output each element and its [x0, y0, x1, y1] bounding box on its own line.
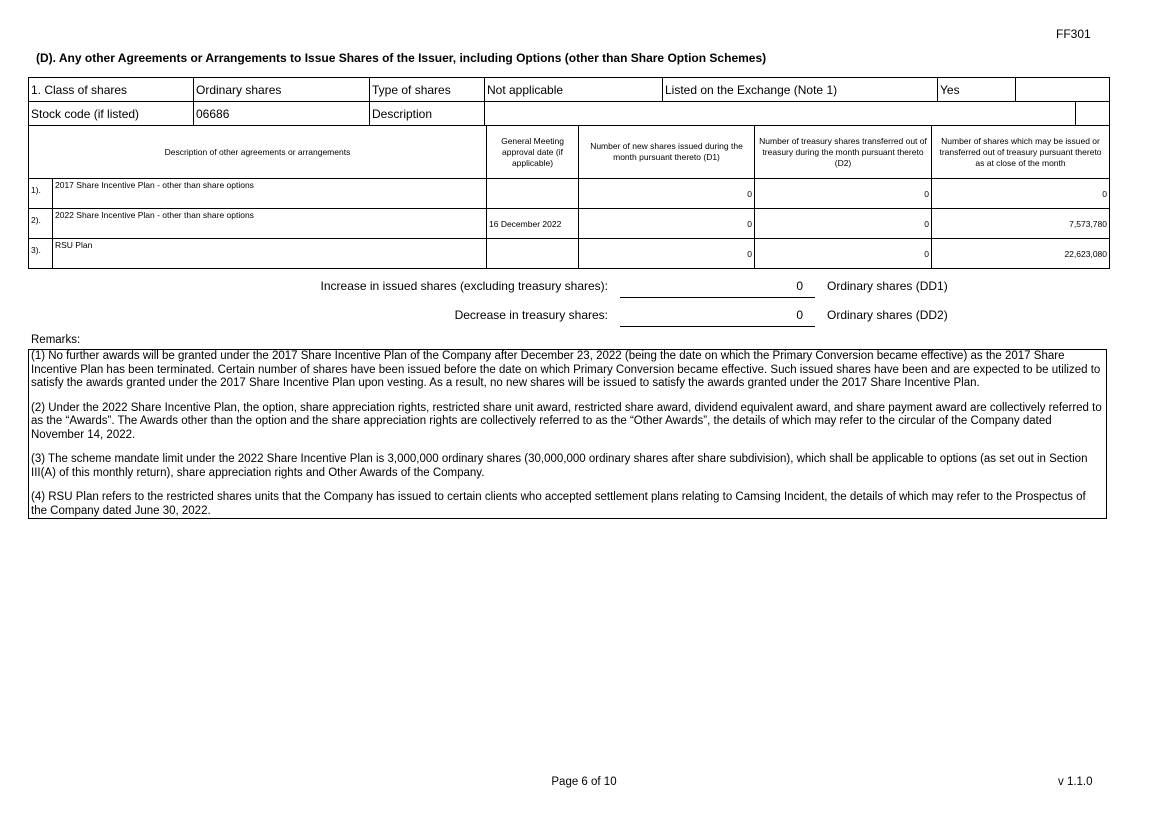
row-may-be-issued: 22,623,080 [932, 239, 1110, 269]
remark-item: (4) RSU Plan refers to the restricted shares units that the Company has issued to certain clients who accepted settlement plans relating to Camsing Incident, the details of which may refer to the Prospectus of the Company dated June 30, 2022. [31, 491, 1086, 517]
row-number: 1). [29, 179, 53, 209]
row-treasury-transferred: 0 [755, 209, 932, 239]
row-description: 2017 Share Incentive Plan - other than share options [53, 179, 487, 209]
row-treasury-transferred: 0 [755, 239, 932, 269]
page-number: Page 6 of 10 [551, 776, 617, 788]
listed-value: Yes [938, 78, 1016, 102]
stock-code-value: 06686 [194, 102, 370, 126]
row-treasury-transferred: 0 [755, 179, 932, 209]
arrangements-table [28, 125, 1110, 269]
listed-extra-cell [1016, 78, 1110, 102]
row-approval-date: 16 December 2022 [487, 209, 579, 239]
stock-code-label: Stock code (if listed) [29, 102, 194, 126]
remarks-box [28, 349, 1107, 519]
remark-item: (2) Under the 2022 Share Incentive Plan, the option, share appreciation rights, restricted share unit award, restricted share award, dividend equivalent award, and share payment award are collectively referred to as the “Awards”. The Awards other than the option and the share appreciation rights are collectively referred to as the “Other Awards”, the details of which may refer to the circular of the Company dated November 14, 2022. [31, 401, 1102, 441]
table-row [29, 239, 1110, 269]
class-of-shares-value: Ordinary shares [194, 78, 370, 102]
type-of-shares-value: Not applicable [485, 78, 663, 102]
remark-item: (3) The scheme mandate limit under the 2022 Share Incentive Plan is 3,000,000 ordinary shares (30,000,000 ordinary shares after share subdivision), which shall be applicable to options (as set out in Section III(A) of this monthly return), share appreciation rights and Other Awards of the Company. [31, 453, 1088, 479]
row-may-be-issued: 7,573,780 [932, 209, 1110, 239]
increase-unit: Ordinary shares (DD1) [827, 279, 948, 293]
description-value [485, 102, 1076, 126]
increase-label: Increase in issued shares (excluding treasury shares): [320, 279, 608, 293]
type-of-shares-label: Type of shares [370, 78, 485, 102]
listed-label: Listed on the Exchange (Note 1) [663, 78, 938, 102]
decrease-underline [620, 326, 815, 327]
header-treasury-transferred: Number of treasury shares transferred out of treasury during the month pursuant thereto (D2) [755, 126, 932, 179]
row-number: 2). [29, 209, 53, 239]
increase-underline [620, 297, 815, 298]
row-approval-date [487, 179, 579, 209]
row-approval-date [487, 239, 579, 269]
row-description: RSU Plan [53, 239, 487, 269]
description-label: Description [370, 102, 485, 126]
row-description: 2022 Share Incentive Plan - other than share options [53, 209, 487, 239]
row-may-be-issued: 0 [932, 179, 1110, 209]
section-title: (D). Any other Agreements or Arrangements to Issue Shares of the Issuer, including Options (other than Share Option Schemes) [36, 51, 767, 65]
table-row [29, 179, 1110, 209]
header-may-be-issued: Number of shares which may be issued or transferred out of treasury pursuant thereto as at close of the month [932, 126, 1110, 179]
decrease-value: 0 [796, 308, 803, 322]
description-extra-cell [1076, 102, 1110, 126]
decrease-label: Decrease in treasury shares: [454, 308, 608, 322]
increase-value: 0 [796, 279, 803, 293]
table-row [29, 209, 1110, 239]
remark-item: (1) No further awards will be granted under the 2017 Share Incentive Plan of the Company after December 23, 2022 (being the date on which the Primary Conversion became effective) as the 2017 Share Incentive Plan has been terminated. Certain number of shares have been issued before the date on which Primary Conversion became effective. Such issued shares have been and are expected to be utilized to satisfy the awards granted under the 2017 Share Incentive Plan upon vesting. As a result, no new shares will be issued to satisfy the awards granted under the 2017 Share Incentive Plan. [31, 350, 1101, 389]
share-class-table [28, 77, 1110, 126]
header-new-shares: Number of new shares issued during the month pursuant thereto (D1) [579, 126, 755, 179]
form-code: FF301 [1056, 27, 1091, 41]
decrease-unit: Ordinary shares (DD2) [827, 308, 948, 322]
row-new-shares: 0 [579, 179, 755, 209]
header-description: Description of other agreements or arrangements [29, 126, 487, 179]
version-label: v 1.1.0 [1058, 776, 1093, 788]
header-approval-date: General Meeting approval date (if applicable) [487, 126, 579, 179]
remarks-label: Remarks: [31, 334, 81, 346]
class-of-shares-label: 1. Class of shares [29, 78, 194, 102]
row-new-shares: 0 [579, 209, 755, 239]
row-number: 3). [29, 239, 53, 269]
row-new-shares: 0 [579, 239, 755, 269]
